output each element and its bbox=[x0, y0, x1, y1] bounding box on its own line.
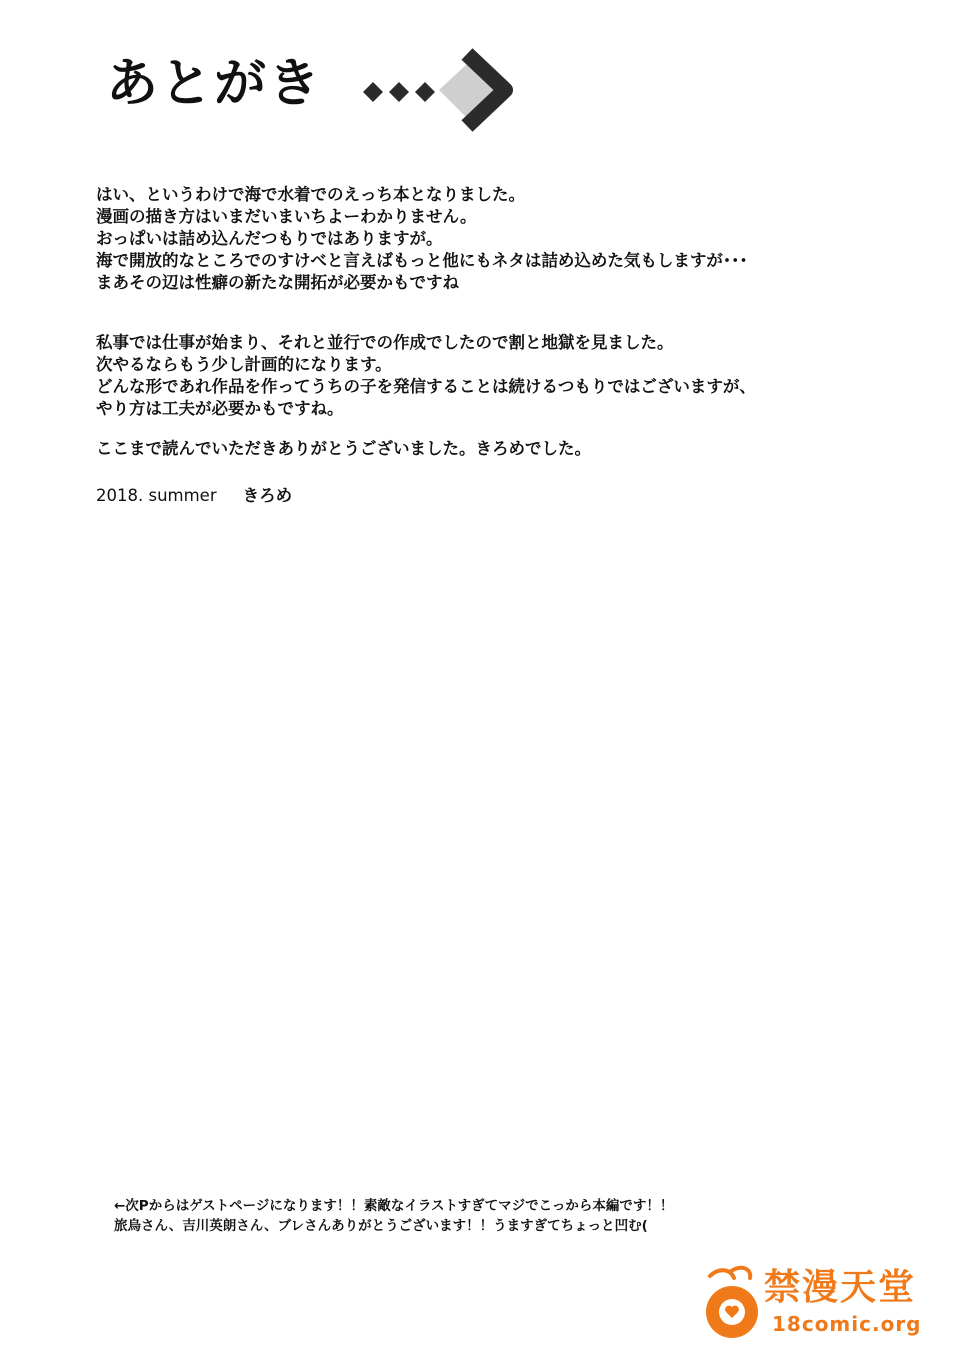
body-line: やり方は工夫が必要かもですね。 bbox=[96, 399, 344, 418]
arrow-decoration-icon bbox=[355, 44, 525, 136]
page-title: あとがき bbox=[106, 54, 323, 114]
body-line: おっぱいは詰め込んだつもりではありますが。 bbox=[96, 229, 443, 248]
watermark bbox=[700, 1262, 930, 1346]
watermark-site: 18comic.org bbox=[772, 1312, 922, 1336]
body-line: はい、というわけで海で水着でのえっち本となりました。 bbox=[96, 185, 525, 204]
body-line: どんな形であれ作品を作ってうちの子を発信することは続けるつもりではございますが、 bbox=[96, 377, 756, 396]
signature-date: 2018. summer bbox=[96, 486, 217, 505]
body-line: 海で開放的なところでのすけべと言えばもっと他にもネタは詰め込めた気もしますが･･･ bbox=[96, 251, 748, 270]
signature-author: きろめ bbox=[242, 486, 293, 505]
afterword-paragraph-1 bbox=[96, 184, 748, 294]
footer-note bbox=[114, 1196, 673, 1236]
afterword-paragraph-3 bbox=[96, 438, 591, 460]
signature bbox=[96, 482, 292, 506]
body-line: 漫画の描き方はいまだいまいちよーわかりません。 bbox=[96, 207, 477, 226]
afterword-paragraph-2 bbox=[96, 332, 756, 420]
body-line: まあその辺は性癖の新たな開拓が必要かもですね bbox=[96, 273, 459, 292]
watermark-title: 禁漫天堂 bbox=[764, 1267, 917, 1308]
body-line: 私事では仕事が始まり、それと並行での作成でしたので割と地獄を見ました。 bbox=[96, 333, 674, 352]
footer-line: 旅烏さん、吉川英朗さん、ブレさんありがとうございます！！うますぎてちょっと凹む( bbox=[114, 1218, 648, 1234]
watermark-logo-icon bbox=[700, 1262, 764, 1346]
footer-line: ←次Pからはゲストページになります！！素敵なイラストすぎてマジでこっから本編です！！ bbox=[114, 1198, 674, 1214]
body-line: 次やるならもう少し計画的になります。 bbox=[96, 355, 392, 374]
body-line: ここまで読んでいただきありがとうございました。きろめでした。 bbox=[96, 439, 591, 458]
